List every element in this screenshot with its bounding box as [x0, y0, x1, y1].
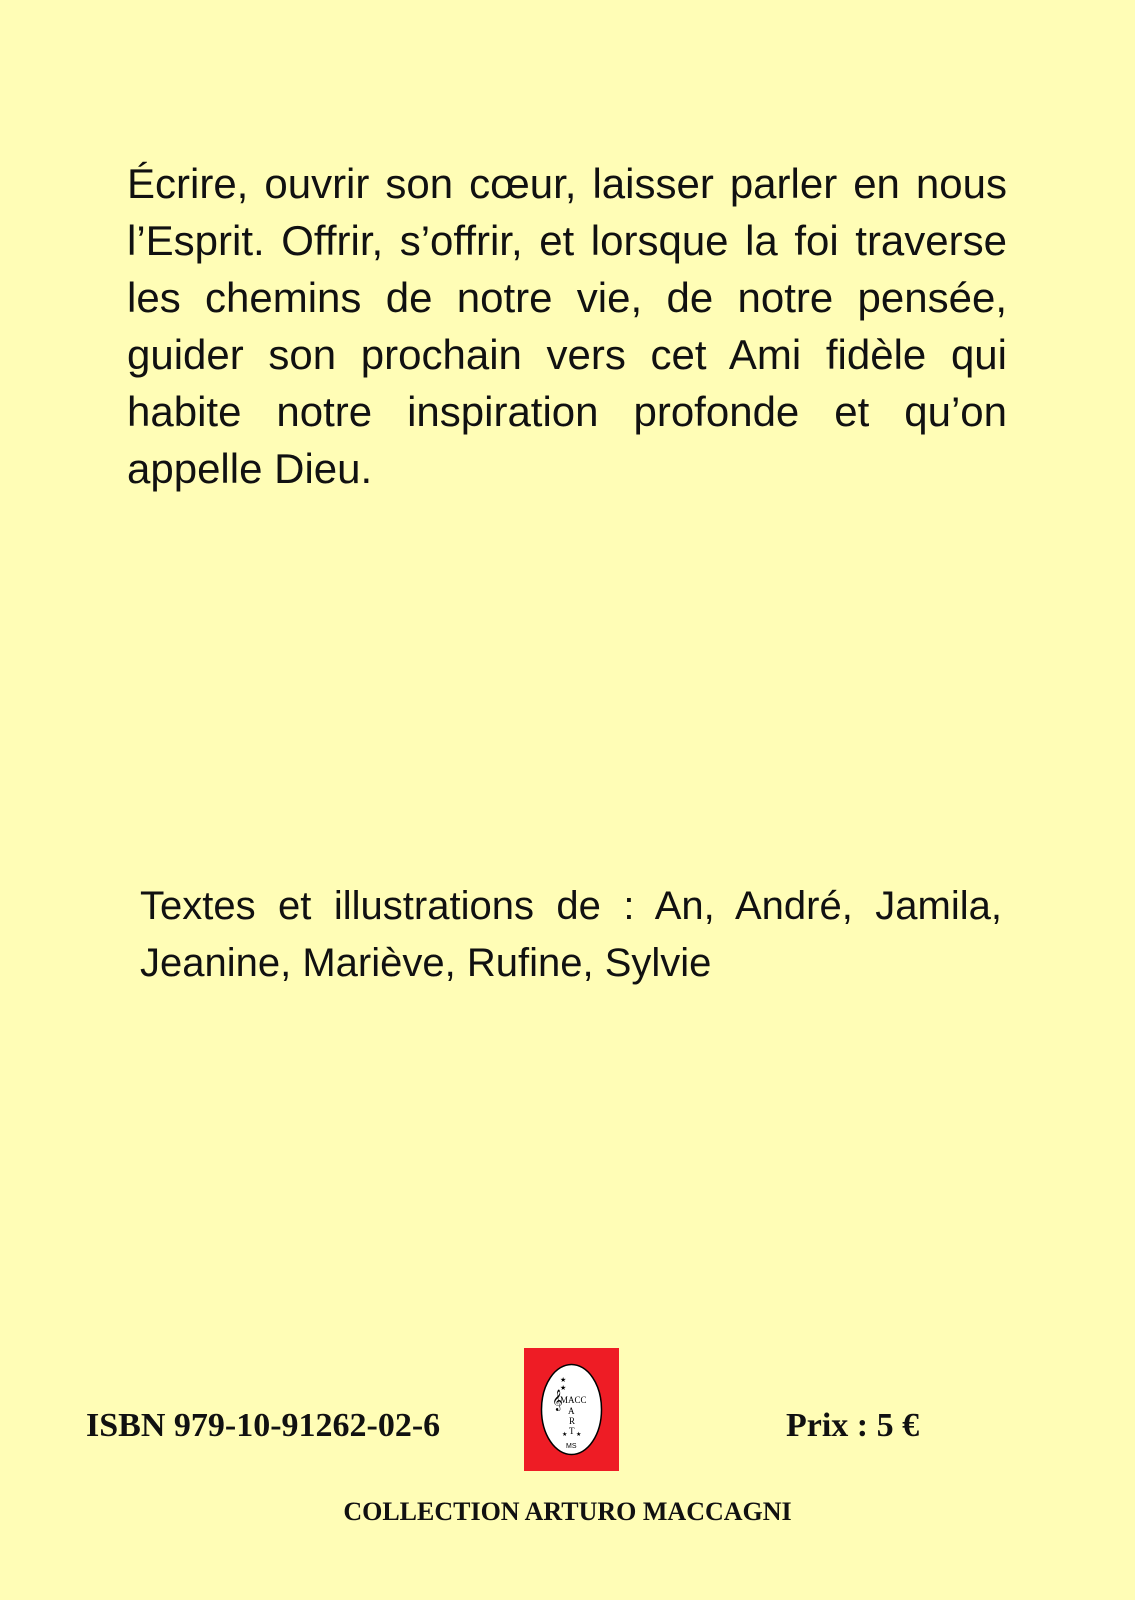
svg-text:★: ★ — [560, 1376, 567, 1384]
credits-text: Textes et illustrations de : An, André, Jamila, Jeanine, Mariève, Rufine, Sylvie — [140, 884, 1002, 985]
svg-text:★: ★ — [560, 1384, 567, 1392]
logo-text-t: T — [569, 1426, 575, 1436]
svg-text:★: ★ — [576, 1431, 582, 1438]
price-label: Prix : 5 € — [786, 1407, 920, 1444]
logo-text-r: R — [569, 1416, 576, 1426]
svg-text:★: ★ — [562, 1431, 568, 1438]
logo-text-ms: MS — [566, 1443, 577, 1450]
back-cover-blurb: Écrire, ouvrir son cœur, laisser parler en nous l’Esprit. Offrir, s’offrir, et lorsque la foi traverse les chemins de notre vie, de notre pensée, guider son prochain vers cet Ami fidèle qui habite notre inspiration profonde et qu’on appelle Dieu. — [127, 160, 1007, 492]
publisher-logo — [524, 1348, 619, 1471]
svg-text:𝄞: 𝄞 — [552, 1390, 563, 1411]
collection-name: COLLECTION ARTURO MACCAGNI — [343, 1497, 792, 1526]
logo-text-a: A — [568, 1406, 575, 1416]
logo-text-macc: MACC — [560, 1395, 587, 1405]
isbn-label: ISBN 979-10-91262-02-6 — [86, 1407, 441, 1444]
